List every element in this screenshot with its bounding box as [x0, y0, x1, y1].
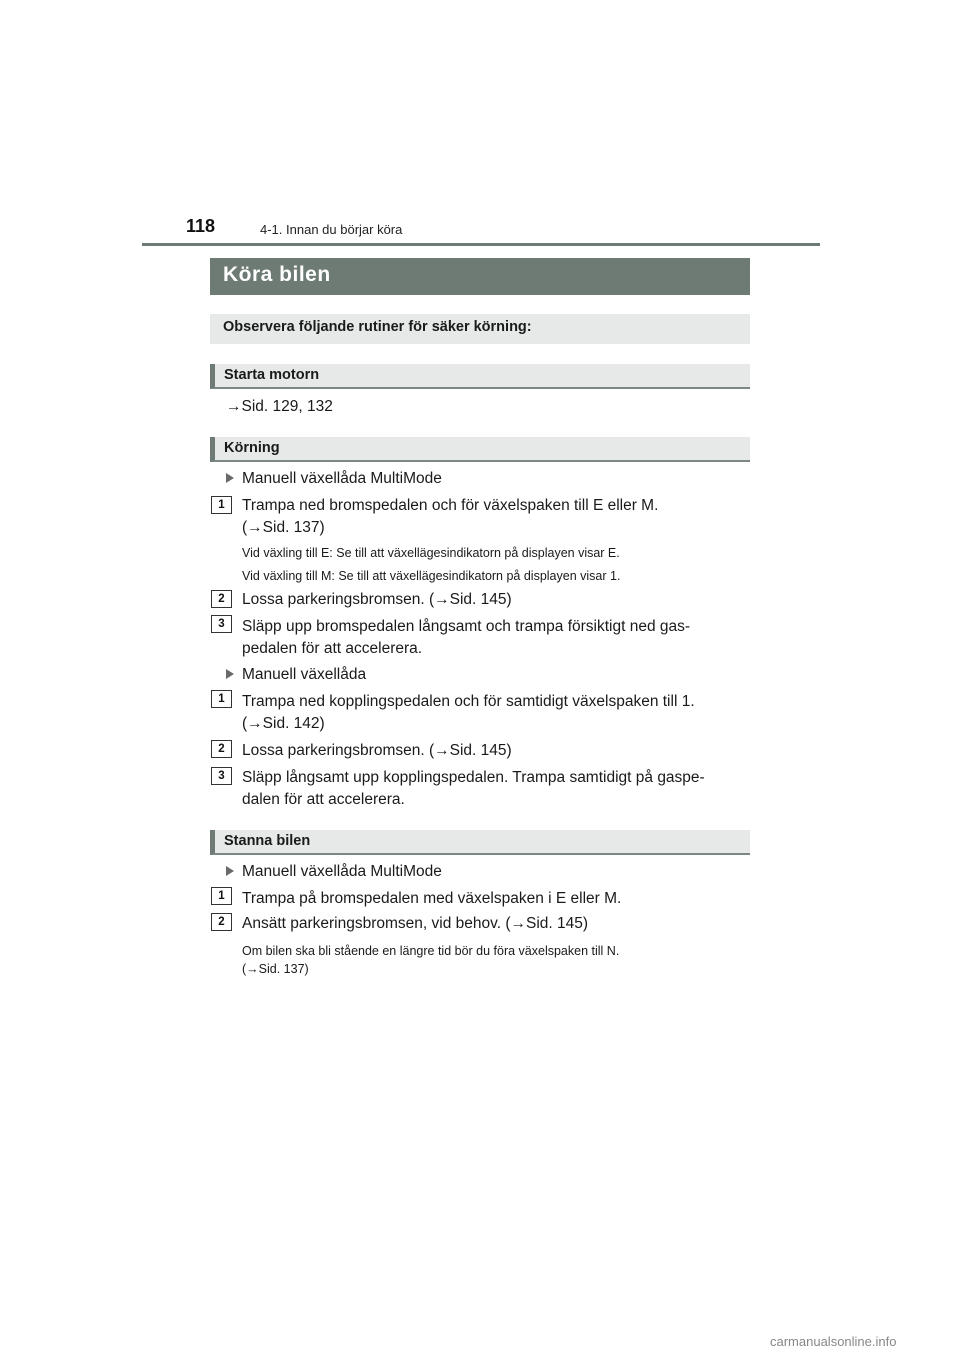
- start-engine-reference-link[interactable]: →Sid. 129, 132: [226, 398, 333, 415]
- section-heading-start-engine: Starta motorn: [210, 364, 750, 389]
- driving-multimode-label: Manuell växellåda MultiMode: [242, 470, 442, 487]
- driving-multimode-note-e: Vid växling till E: Se till att växellägesindikatorn på displayen visar E.: [242, 546, 620, 560]
- bullet-triangle-icon: [226, 669, 234, 679]
- driving-manual-step2: Lossa parkeringsbromsen. (→Sid. 145): [242, 742, 512, 759]
- driving-manual-step3-line1: Släpp långsamt upp kopplingspedalen. Trampa samtidigt på gaspe-: [242, 769, 705, 786]
- driving-multimode-step1-reference-link[interactable]: (→Sid. 137): [242, 519, 325, 536]
- driving-manual-step3-line2: dalen för att accelerera.: [242, 791, 405, 808]
- driving-manual-step1-line1: Trampa ned kopplingspedalen och för samtidigt växelspaken till 1.: [242, 693, 695, 710]
- header-divider: [142, 243, 820, 246]
- driving-multimode-note-m: Vid växling till M: Se till att växellägesindikatorn på displayen visar 1.: [242, 569, 621, 583]
- breadcrumb: 4-1. Innan du börjar köra: [260, 222, 403, 237]
- intro-text: Observera följande rutiner för säker körning:: [210, 314, 750, 344]
- driving-multimode-step3-line1: Släpp upp bromspedalen långsamt och trampa försiktigt ned gas-: [242, 618, 691, 635]
- stop-multimode-step2: Ansätt parkeringsbromsen, vid behov. (→Sid. 145): [242, 915, 589, 932]
- section-heading-stop: Stanna bilen: [210, 830, 750, 855]
- section-heading-driving: Körning: [210, 437, 750, 462]
- step-number-3: 3: [211, 615, 232, 633]
- bullet-triangle-icon: [226, 473, 234, 483]
- step-number-3: 3: [211, 767, 232, 785]
- watermark: carmanualsonline.info: [770, 1334, 897, 1349]
- stop-multimode-note-reference-link[interactable]: (→Sid. 137): [242, 962, 309, 976]
- driving-multimode-step2: Lossa parkeringsbromsen. (→Sid. 145): [242, 591, 512, 608]
- stop-multimode-note-line1: Om bilen ska bli stående en längre tid bör du föra växelspaken till N.: [242, 944, 620, 958]
- step-number-1: 1: [211, 887, 232, 905]
- driving-manual-step1-reference-link[interactable]: (→Sid. 142): [242, 715, 325, 732]
- step-number-2: 2: [211, 740, 232, 758]
- driving-multimode-step1-line1: Trampa ned bromspedalen och för växelspaken till E eller M.: [242, 497, 659, 514]
- step-number-2: 2: [211, 590, 232, 608]
- step-number-2: 2: [211, 913, 232, 931]
- page-number: 118: [186, 216, 216, 236]
- driving-multimode-step3-line2: pedalen för att accelerera.: [242, 640, 423, 657]
- driving-manual-label: Manuell växellåda: [242, 666, 367, 683]
- stop-multimode-step1: Trampa på bromspedalen med växelspaken i E eller M.: [242, 890, 622, 907]
- stop-multimode-label: Manuell växellåda MultiMode: [242, 863, 442, 880]
- page-title: Köra bilen: [210, 258, 750, 295]
- step-number-1: 1: [211, 690, 232, 708]
- step-number-1: 1: [211, 496, 232, 514]
- bullet-triangle-icon: [226, 866, 234, 876]
